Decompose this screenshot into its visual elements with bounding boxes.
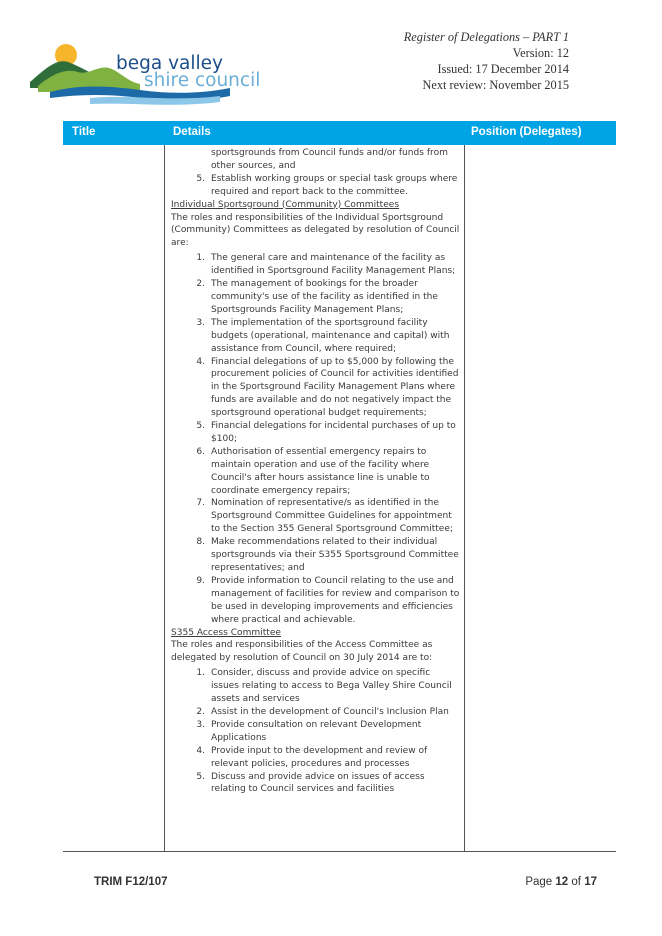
list-number: 5. xyxy=(196,173,205,184)
column-header-title: Title xyxy=(72,126,96,138)
list-item xyxy=(171,719,461,745)
trim-reference: TRIM F12/107 xyxy=(94,876,168,888)
list-item xyxy=(171,706,461,719)
details-cell xyxy=(171,147,461,796)
column-divider xyxy=(464,145,465,851)
list-number: 8. xyxy=(196,537,205,548)
column-header-position: Position (Delegates) xyxy=(471,126,582,138)
list-item xyxy=(171,536,461,575)
document-series: Register of Delegations – PART 1 xyxy=(403,30,569,44)
list-text: Assist in the development of Council's Inclusion Plan xyxy=(211,706,449,717)
page-label: Page xyxy=(525,876,553,888)
list-item xyxy=(171,771,461,797)
list-text: The management of bookings for the broader community's use of the facility as identified in the Sportsgrounds Facility Management Plans; xyxy=(211,279,438,315)
list-text: Provide input to the development and review of relevant policies, procedures and processes xyxy=(211,745,428,769)
list-item xyxy=(171,173,461,199)
access-committee-duties-list xyxy=(171,667,461,796)
list-number: 9. xyxy=(196,575,205,586)
document-version: Version: 12 xyxy=(512,46,569,60)
page-number xyxy=(525,876,597,888)
section-intro: The roles and responsibilities of the Individual Sportsground (Community) Committees as delegated by resolution of Council are: xyxy=(171,212,460,249)
list-text: Discuss and provide advice on issues of access relating to Council services and facilities xyxy=(211,771,425,795)
list-number: 1. xyxy=(196,668,205,679)
list-text: Financial delegations of up to $5,000 by following the procurement policies of Council for activities identified in the Sportsground Facility Management Plans where funds are available and do not negatively impact the sportsground operational budget requirements; xyxy=(211,356,459,419)
logo-line-2: shire council xyxy=(144,70,261,91)
list-text: Make recommendations related to their individual sportsgrounds via their S355 Sportsground Committee representatives; and xyxy=(211,537,459,573)
list-text: Consider, discuss and provide advice on specific issues relating to access to Bega Valley Shire Council assets and services xyxy=(211,668,452,705)
continued-list xyxy=(171,173,461,199)
list-item xyxy=(171,667,461,706)
list-item xyxy=(171,497,461,536)
table-header-row xyxy=(63,121,616,145)
section-heading: S355 Access Committee xyxy=(171,627,281,638)
list-text: Provide information to Council relating to the use and management of facilities for review and comparison to be used in developing improvements and efficiencies where practical and achievable. xyxy=(211,575,460,625)
list-item xyxy=(171,420,461,446)
list-text: Nomination of representative/s as identified in the Sportsground Committee Guidelines for appointment to the Section 355 General Sportsground Committee; xyxy=(211,498,453,535)
list-number: 5. xyxy=(196,421,205,432)
list-number: 6. xyxy=(196,446,205,457)
list-text: Provide consultation on relevant Development Applications xyxy=(211,719,422,743)
list-item-continuation: sportsgrounds from Council funds and/or funds from other sources, and xyxy=(211,148,448,171)
list-number: 1. xyxy=(196,253,205,264)
list-number: 2. xyxy=(196,279,205,290)
list-number: 4. xyxy=(196,745,205,756)
list-number: 7. xyxy=(196,498,205,509)
logo-line-1: bega valley xyxy=(116,53,223,74)
list-text: Authorisation of essential emergency repairs to maintain operation and use of the facility where Council's after hours assistance line is unable to coordinate emergency repairs; xyxy=(211,446,430,496)
list-text: Financial delegations for incidental purchases of up to $100; xyxy=(211,421,456,444)
list-text: Establish working groups or special task groups where required and report back to the committee. xyxy=(211,173,458,197)
list-item xyxy=(171,278,461,317)
list-number: 5. xyxy=(196,771,205,782)
list-text: The implementation of the sportsground facility budgets (operational, maintenance and capital) with assistance from Council, where required; xyxy=(211,317,450,354)
list-number: 4. xyxy=(196,356,205,367)
page-current: 12 xyxy=(555,876,569,888)
page-total: 17 xyxy=(584,876,597,888)
column-header-details: Details xyxy=(173,126,211,138)
list-item xyxy=(171,317,461,356)
list-number: 2. xyxy=(196,706,205,717)
document-issued: Issued: 17 December 2014 xyxy=(437,62,569,76)
list-item xyxy=(171,575,461,627)
list-number: 3. xyxy=(196,719,205,730)
document-next-review: Next review: November 2015 xyxy=(422,78,569,92)
list-item xyxy=(171,356,461,421)
list-number: 3. xyxy=(196,317,205,328)
logo-wordmark xyxy=(116,55,260,89)
section-intro: The roles and responsibilities of the Access Committee as delegated by resolution of Council on 30 July 2014 are to: xyxy=(171,640,433,664)
list-item xyxy=(171,745,461,771)
section-heading: Individual Sportsground (Community) Committees xyxy=(171,199,400,210)
sportsground-duties-list xyxy=(171,252,461,626)
list-item xyxy=(171,252,461,278)
document-meta xyxy=(404,29,569,93)
column-divider xyxy=(164,145,165,851)
list-item xyxy=(171,446,461,498)
list-text: The general care and maintenance of the facility as identified in Sportsground Facility Management Plans; xyxy=(211,253,456,277)
page-of-label: of xyxy=(571,876,581,888)
